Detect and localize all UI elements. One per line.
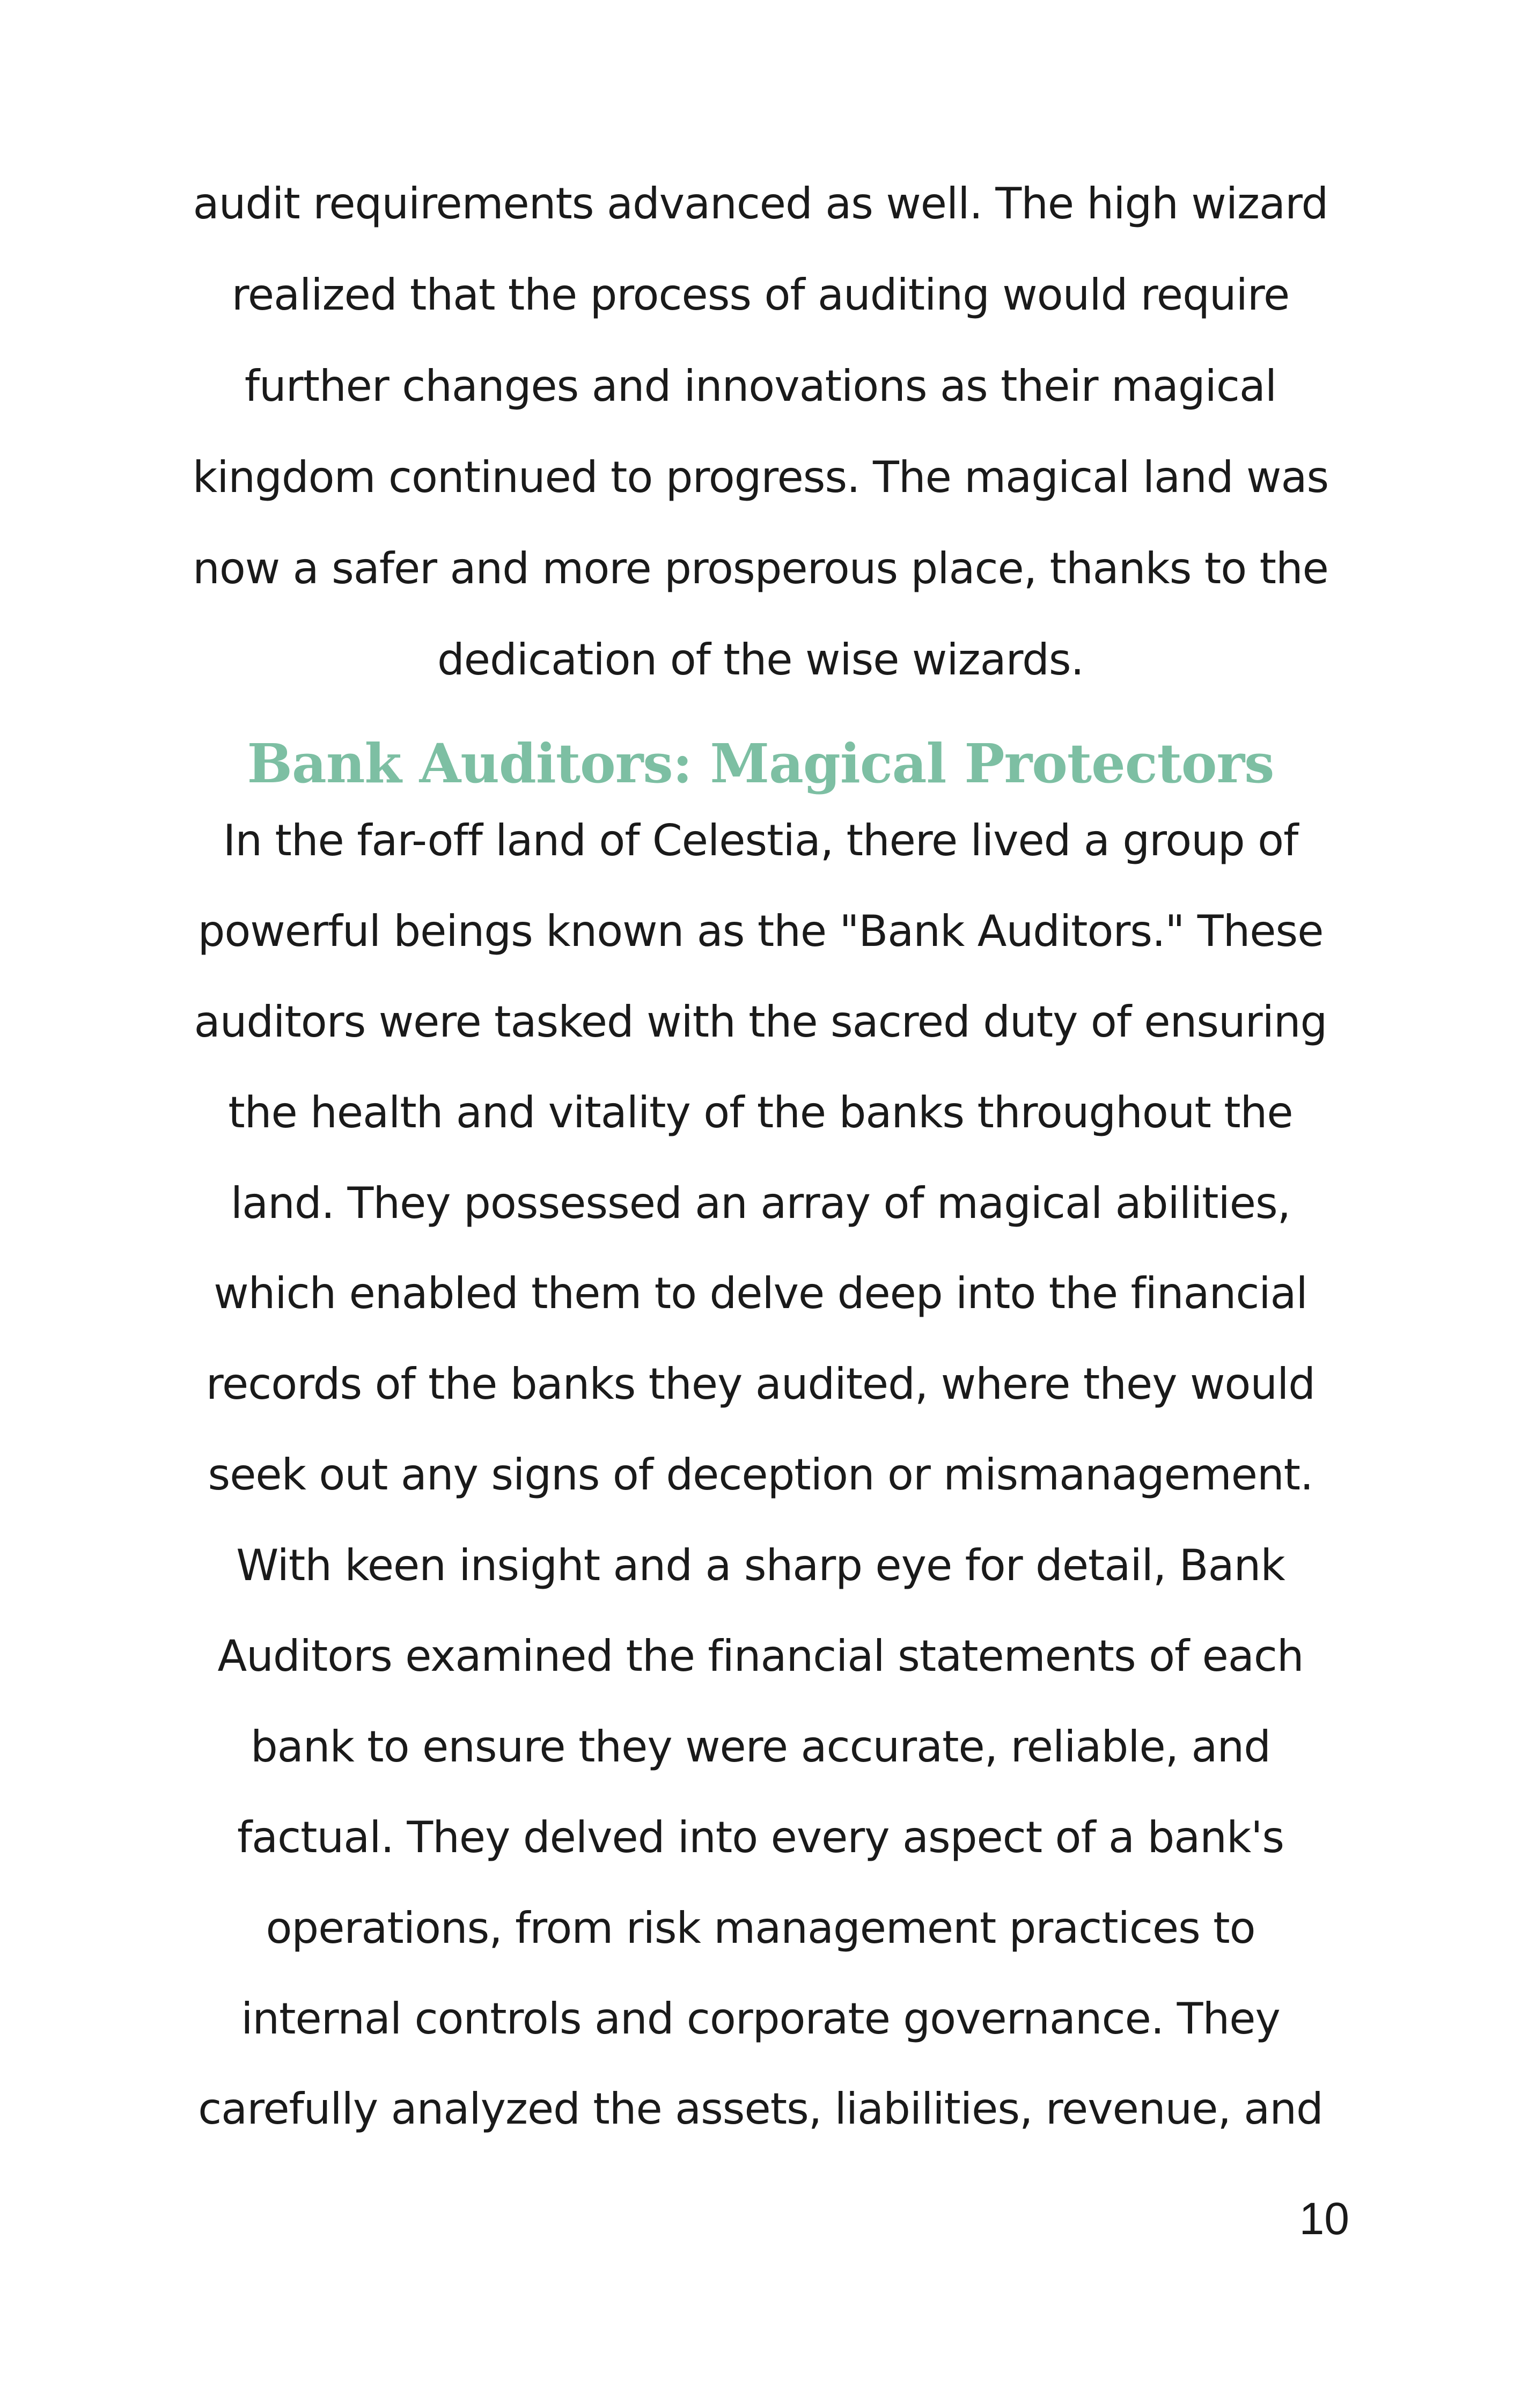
paragraph-line: factual. They delved into every aspect of a bank's	[237, 1812, 1284, 1862]
paragraph-line: further changes and innovations as their magical	[244, 361, 1277, 411]
paragraph-line: which enabled them to delve deep into the financial	[214, 1268, 1307, 1319]
section-heading: Bank Auditors: Magical Protectors	[247, 732, 1274, 795]
paragraph-line: carefully analyzed the assets, liabilities, revenue, and	[198, 2084, 1323, 2134]
page-number: 10	[1299, 2193, 1349, 2244]
paragraph-line: the health and vitality of the banks throughout the	[228, 1087, 1293, 1137]
paragraph-line: Auditors examined the financial statements of each	[217, 1631, 1304, 1682]
paragraph-line: realized that the process of auditing would require	[231, 270, 1290, 320]
paragraph-line: bank to ensure they were accurate, reliable, and	[250, 1721, 1271, 1772]
section-paragraph	[0, 796, 1521, 2155]
paragraph-line: powerful beings known as the "Bank Auditors." These	[197, 906, 1324, 956]
paragraph-line: records of the banks they audited, where they would	[205, 1359, 1316, 1409]
paragraph-line: auditors were tasked with the sacred duty of ensuring	[194, 996, 1327, 1047]
continued-paragraph	[0, 158, 1521, 706]
paragraph-line: In the far-off land of Celestia, there lived a group of	[223, 816, 1298, 865]
paragraph-line: audit requirements advanced as well. The high wizard	[193, 179, 1328, 229]
paragraph-line: internal controls and corporate governance. They	[241, 1993, 1280, 2044]
paragraph-line: seek out any signs of deception or mismanagement.	[208, 1450, 1313, 1500]
paragraph-line: kingdom continued to progress. The magical land was	[192, 452, 1329, 502]
paragraph-line: dedication of the wise wizards.	[437, 635, 1084, 685]
paragraph-line: operations, from risk management practices to	[266, 1903, 1255, 1953]
paragraph-line: now a safer and more prosperous place, thanks to the	[193, 544, 1328, 593]
paragraph-line: land. They possessed an array of magical abilities,	[230, 1178, 1291, 1228]
paragraph-line: With keen insight and a sharp eye for detail, Bank	[236, 1540, 1285, 1591]
